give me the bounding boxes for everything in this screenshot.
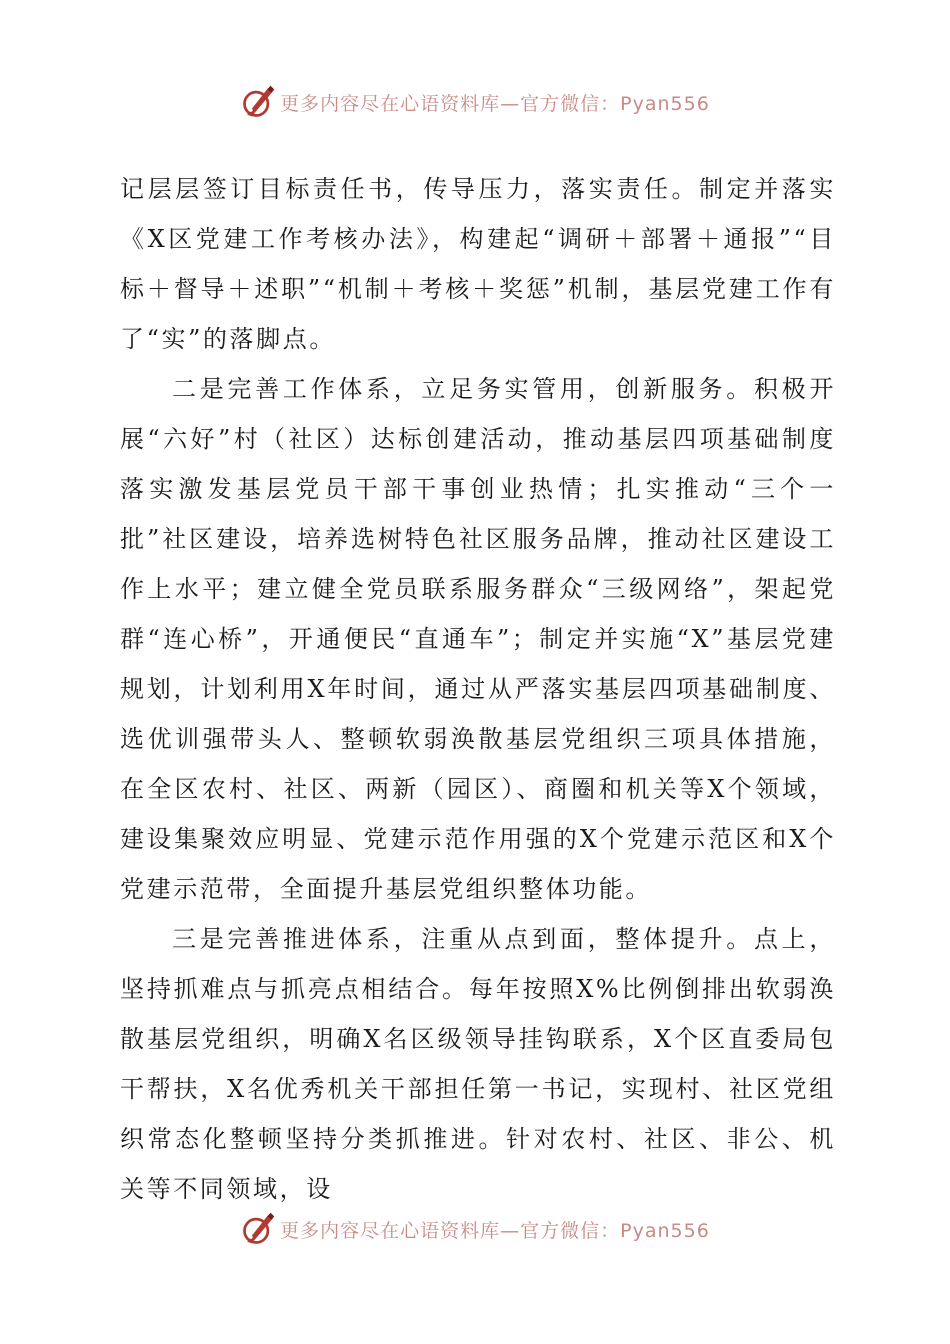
- header-banner-text: 更多内容尽在心语资料库—官方微信：Pyan556: [280, 92, 710, 115]
- pen-logo-icon: [240, 84, 276, 120]
- paragraph-3: 三是完善推进体系，注重从点到面，整体提升。点上，坚持抓难点与抓亮点相结合。每年按照X%比例倒排出软弱涣散基层党组织，明确X名区级领导挂钩联系，X个区直委局包干帮扶，X名优秀机关干部担任第一书记，实现村、社区党组织常态化整顿坚持分类抓推进。针对农村、社区、非公、机关等不同领域，设: [120, 925, 836, 1203]
- document-body: [120, 164, 836, 1214]
- footer-banner: [0, 1207, 950, 1251]
- paragraph-1: 记层层签订目标责任书，传导压力，落实责任。制定并落实《X区党建工作考核办法》，构建起“调研＋部署＋通报”“目标＋督导＋述职”“机制＋考核＋奖惩”机制，基层党建工作有了“实”的落脚点。: [120, 175, 836, 353]
- pen-logo-icon: [240, 1211, 276, 1247]
- paragraph-2: 二是完善工作体系，立足务实管用，创新服务。积极开展“六好”村（社区）达标创建活动，推动基层四项基础制度落实激发基层党员干部干事创业热情；扎实推动“三个一批”社区建设，培养选树特色社区服务品牌，推动社区建设工作上水平；建立健全党员联系服务群众“三级网络”，架起党群“连心桥”，开通便民“直通车”；制定并实施“X”基层党建规划，计划利用X年时间，通过从严落实基层四项基础制度、选优训强带头人、整顿软弱涣散基层党组织三项具体措施，在全区农村、社区、两新（园区）、商圈和机关等X个领域，建设集聚效应明显、党建示范作用强的X个党建示范区和X个党建示范带，全面提升基层党组织整体功能。: [120, 375, 836, 903]
- header-banner: [0, 80, 950, 124]
- footer-banner-text: 更多内容尽在心语资料库—官方微信：Pyan556: [280, 1219, 710, 1242]
